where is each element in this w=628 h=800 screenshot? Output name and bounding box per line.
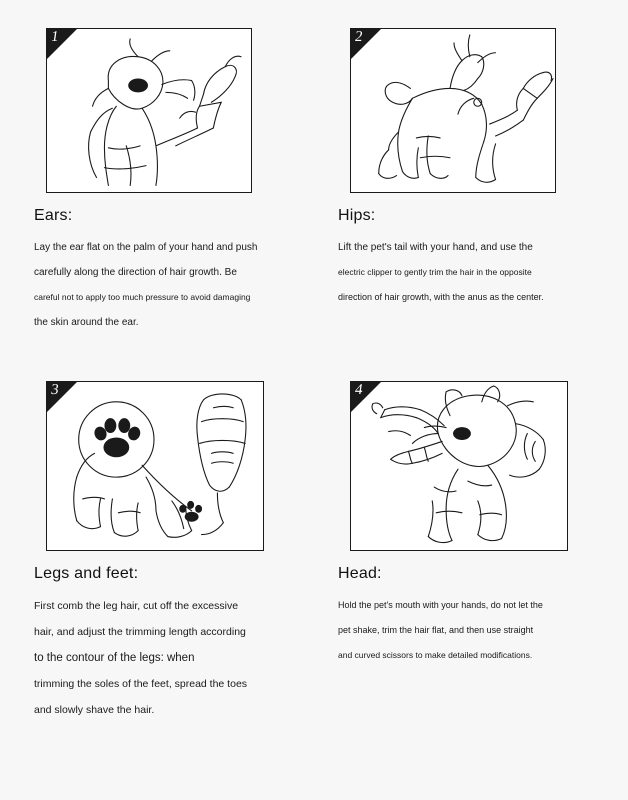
body-line: trimming the soles of the feet, spread the toes — [34, 678, 248, 690]
body-ears — [34, 235, 284, 335]
step-panel-head — [334, 381, 598, 723]
figure-legs-and-feet — [46, 381, 264, 551]
heading-head: Head: — [338, 565, 382, 582]
heading-hips: Hips: — [338, 207, 376, 224]
figure-head — [350, 381, 568, 551]
body-line: electric clipper to gently trim the hair in the opposite — [338, 267, 532, 277]
body-line: to the contour of the legs: when — [34, 652, 195, 664]
body-legs-and-feet — [34, 593, 284, 723]
dog-paw-trimming-illustration — [47, 382, 263, 550]
body-line: pet shake, trim the hair flat, and then use straight — [338, 625, 534, 635]
step-number-3: 3 — [49, 382, 60, 398]
steps-grid — [30, 28, 598, 723]
step-number-4: 4 — [353, 382, 364, 398]
body-hips — [338, 235, 588, 310]
dog-head-trimming-illustration — [351, 382, 567, 550]
dog-hips-trimming-illustration — [351, 29, 555, 192]
body-line: and curved scissors to make detailed modifications. — [338, 650, 533, 660]
body-line: Hold the pet's mouth with your hands, do not let the — [338, 600, 543, 610]
body-line: direction of hair growth, with the anus as the center. — [338, 292, 544, 302]
body-line: and slowly shave the hair. — [34, 704, 155, 716]
body-line: the skin around the ear. — [34, 317, 139, 328]
body-head — [338, 593, 588, 668]
body-line: hair, and adjust the trimming length according — [34, 626, 246, 638]
body-line: carefully along the direction of hair growth. Be — [34, 267, 237, 278]
heading-ears: Ears: — [34, 207, 73, 224]
step-panel-legs-and-feet — [30, 381, 294, 723]
step-number-2: 2 — [353, 29, 364, 45]
step-panel-hips — [334, 28, 598, 335]
step-panel-ears — [30, 28, 294, 335]
body-line: careful not to apply too much pressure to avoid damaging — [34, 292, 251, 302]
step-number-1: 1 — [49, 29, 60, 45]
figure-hips — [350, 28, 556, 193]
figure-ears — [46, 28, 252, 193]
heading-legs-and-feet: Legs and feet: — [34, 565, 139, 582]
dog-ear-trimming-illustration — [47, 29, 251, 192]
body-line: First comb the leg hair, cut off the excessive — [34, 600, 239, 612]
body-line: Lift the pet's tail with your hand, and use the — [338, 242, 533, 253]
body-line: Lay the ear flat on the palm of your hand and push — [34, 242, 258, 253]
